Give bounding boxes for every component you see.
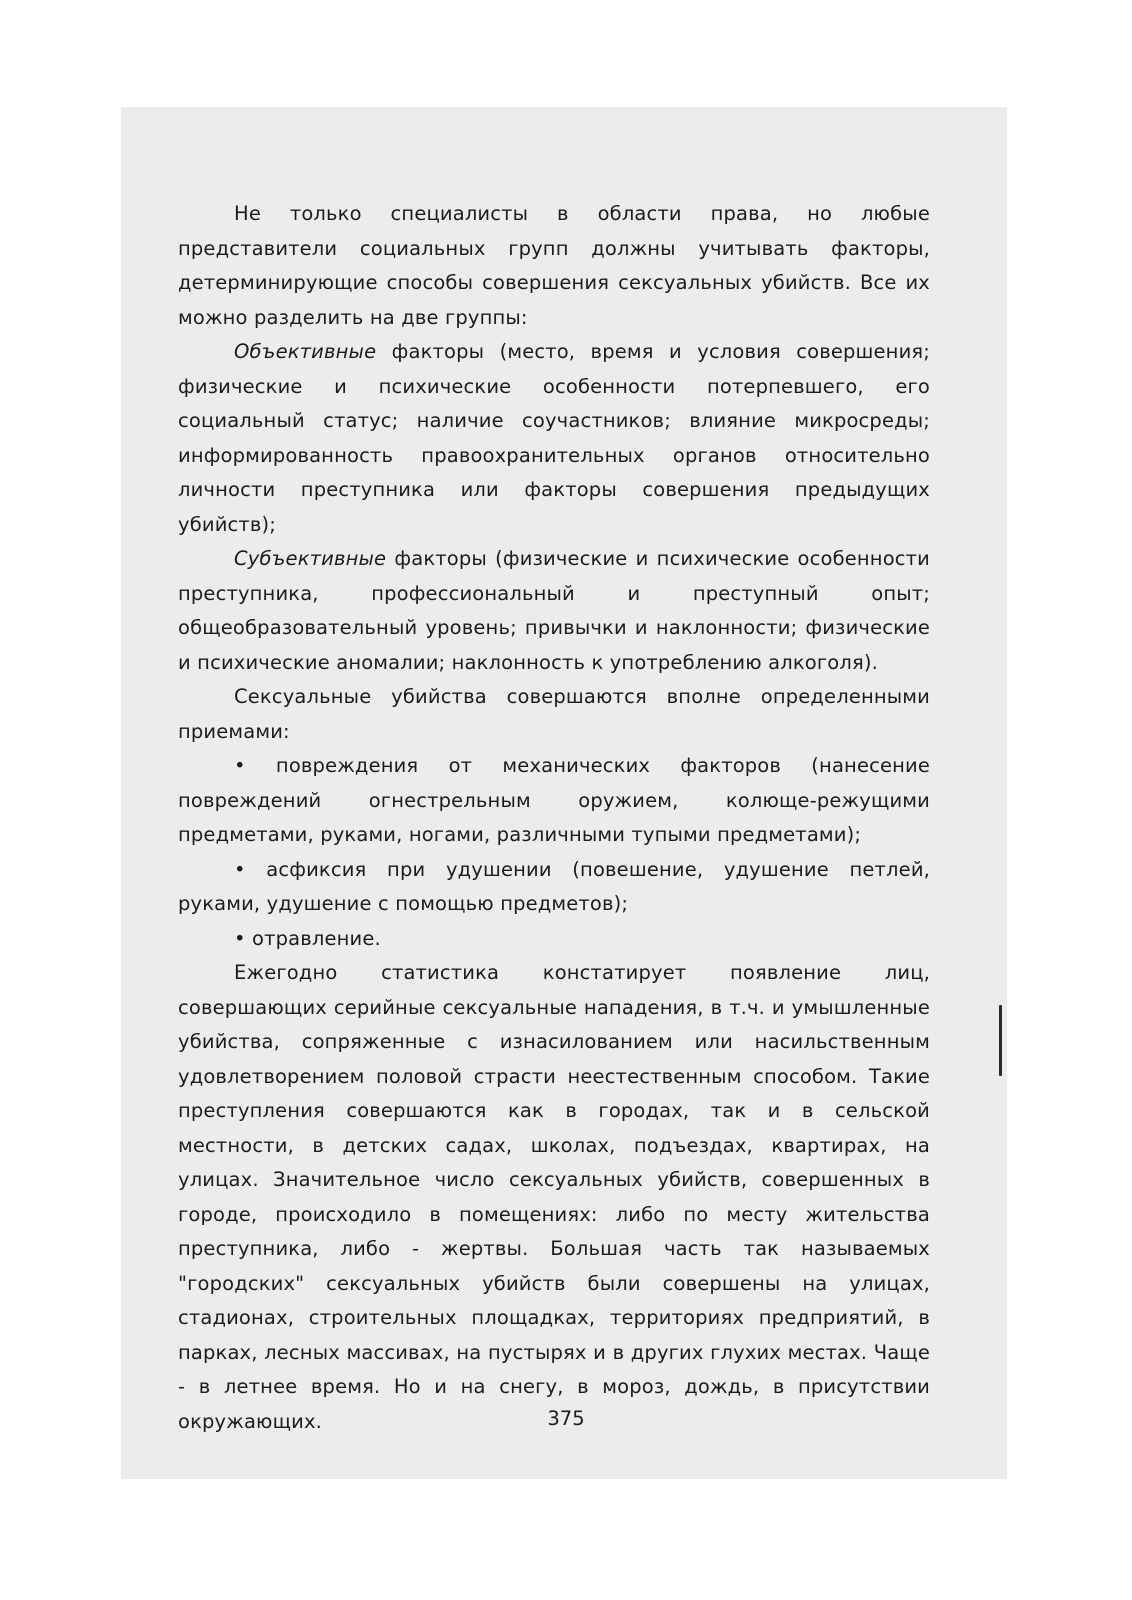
paragraph-methods-intro: Сексуальные убийства совершаются вполне определенными приемами: [178,685,930,743]
paragraph-intro: Не только специалисты в области права, но любые представители социальных групп должны учитывать факторы, детерминирующие способы совершения сексуальных убийств. Все их можно разделить на две группы: [178,202,930,329]
paragraph-objective-factors [178,335,930,542]
paragraph-subjective-factors [178,542,930,680]
bullet-item: • отравление. [234,926,381,950]
term-subjective: Субъективные [234,547,387,570]
term-objective: Объективные [234,340,377,363]
bullet-item: • повреждения от механических факторов (нанесение повреждений огнестрельным оружием, колюще-режущими предметами, руками, ногами, различными тупыми предметами); [178,754,930,846]
bullet-item: • асфиксия при удушении (повешение, удушение петлей, руками, удушение с помощью предметов); [178,857,930,915]
objective-factors-text: факторы (место, время и условия совершения; физические и психические особенности потерпевшего, его социальный статус; наличие соучастников; влияние микросреды; информированность правоохранительных органов относительно личности преступника или факторы совершения предыдущих убийств); [178,340,930,536]
subjective-factors-text: факторы (физические и психические особенности преступника, профессиональный и преступный опыт; общеобразовательный уровень; привычки и наклонности; физические и психические аномалии; наклонность к употреблению алкоголя). [178,547,930,674]
page-text [178,197,930,1439]
page-number: 375 [547,1407,585,1430]
paragraph-statistics: Ежегодно статистика констатирует появление лиц, совершающих серийные сексуальные нападения, в т.ч. и умышленные убийства, сопряженные с изнасилованием или насильственным удовлетворением половой страсти неестественным способом. Такие преступления совершаются как в городах, так и в сельской местности, в детских садах, школах, подъездах, квартирах, на улицах. Значительное число сексуальных убийств, совершенных в городе, происходило в помещениях: либо по месту жительства преступника, либо - жертвы. Большая часть так называемых "городских" сексуальных убийств были совершены на улицах, стадионах, строительных площадках, территориях предприятий, в парках, лесных массивах, на пустырях и в других глухих местах. Чаще - в летнее время. Но и на снегу, в мороз, дождь, в присутствии окружающих. [178,961,930,1433]
margin-mark [999,1005,1002,1076]
